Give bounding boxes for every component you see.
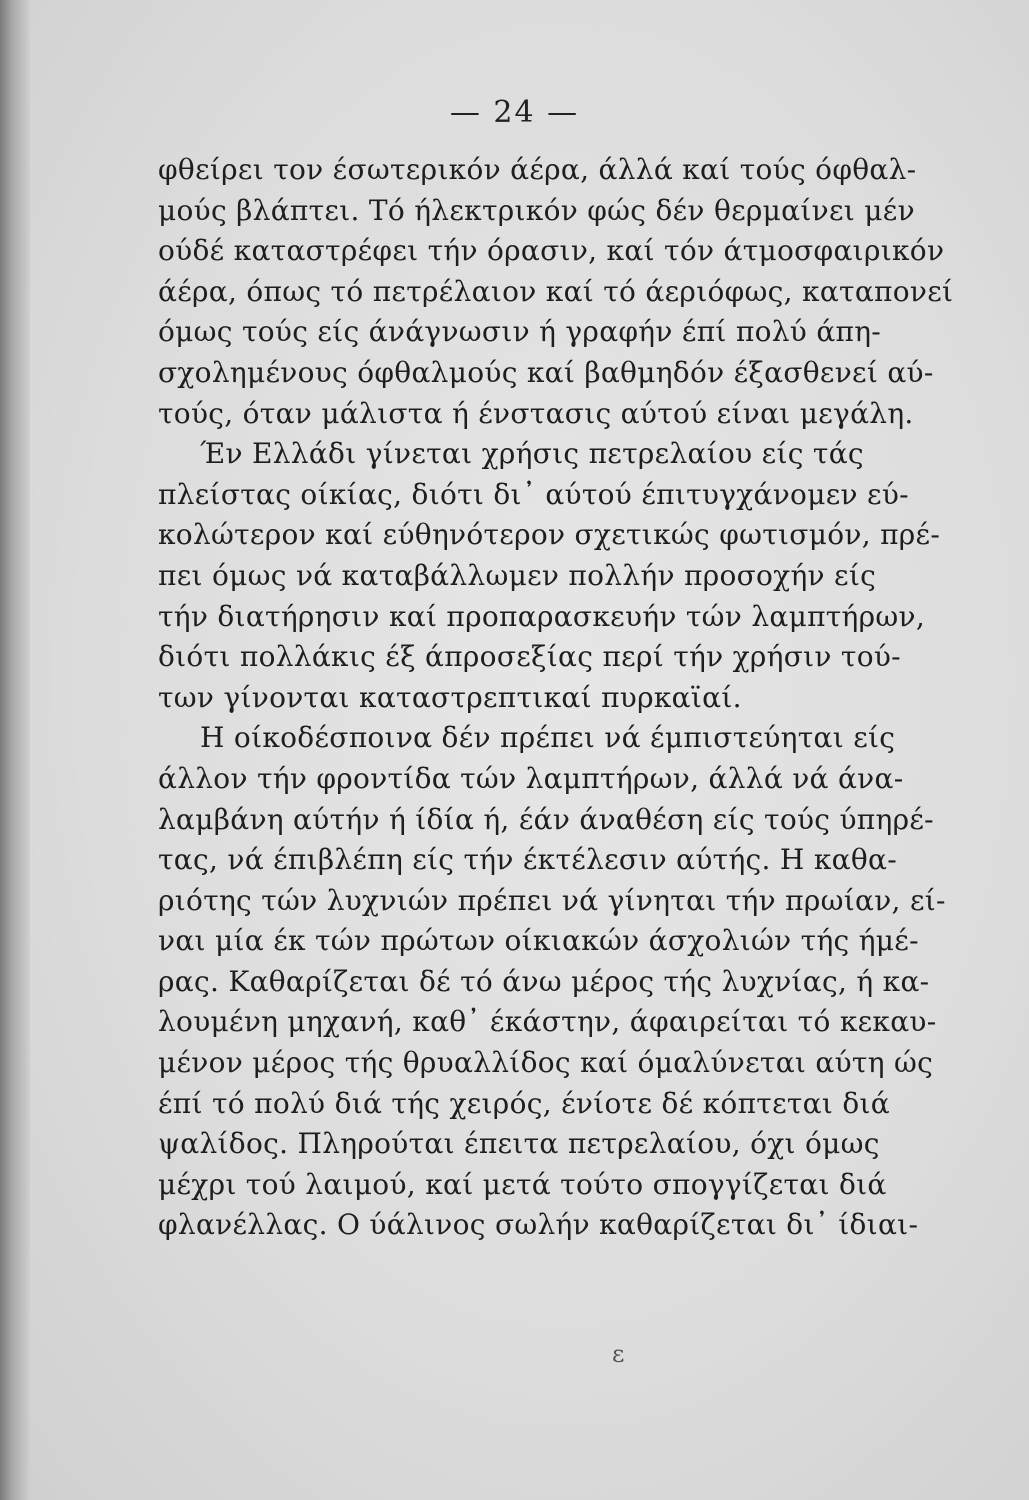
text-line: έπί τό πολύ διά τής χειρός, ένίοτε δέ κόπτεται διά bbox=[158, 1086, 891, 1120]
page-spine-shadow bbox=[0, 0, 30, 1500]
text-line: σχολημένους όφθαλμούς καί βαθμηδόν έξασθενεί αύ- bbox=[158, 355, 934, 389]
text-line: λουμένη μηχανή, καθ᾽ έκάστην, άφαιρείται τό κεκαυ- bbox=[158, 1005, 937, 1039]
page-number: — 24 — bbox=[449, 95, 580, 130]
text-line: διότι πολλάκις έξ άπροσεξίας περί τήν χρήσιν τού- bbox=[158, 640, 901, 674]
text-line: μούς βλάπτει. Τό ήλεκτρικόν φώς δέν θερμαίνει μέν bbox=[158, 193, 915, 227]
text-line: πλείστας οίκίας, διότι δι᾽ αύτού έπιτυγχάνομεν εύ- bbox=[158, 477, 909, 511]
text-line: ούδέ καταστρέφει τήν όρασιν, καί τόν άτμοσφαιρικόν bbox=[158, 234, 945, 268]
text-line: φλανέλλας. Ο ύάλινος σωλήν καθαρίζεται δι᾽ ίδιαι- bbox=[158, 1208, 919, 1242]
text-line: τούς, όταν μάλιστα ή ένστασις αύτού είναι μεγάλη. bbox=[158, 396, 914, 430]
text-line: κολώτερον καί εύθηνότερον σχετικώς φωτισμόν, πρέ- bbox=[158, 518, 941, 552]
body-text bbox=[158, 150, 954, 1246]
text-line: όμως τούς είς άνάγνωσιν ή γραφήν έπί πολύ άπη- bbox=[158, 315, 882, 349]
text-line: ψαλίδος. Πληρούται έπειτα πετρελαίου, όχι όμως bbox=[158, 1127, 880, 1161]
text-line: τας, νά έπιβλέπη είς τήν έκτέλεσιν αύτής. Η καθα- bbox=[158, 843, 897, 877]
text-line: άέρα, όπως τό πετρέλαιον καί τό άεριόφως, καταπονεί bbox=[158, 274, 954, 308]
text-line: άλλον τήν φροντίδα τών λαμπτήρων, άλλά νά άνα- bbox=[158, 761, 904, 795]
text-line: μέχρι τού λαιμού, καί μετά τούτο σπογγίζεται διά bbox=[158, 1167, 887, 1201]
footer-mark: ε bbox=[612, 1340, 625, 1368]
text-line: λαμβάνη αύτήν ή ίδία ή, έάν άναθέση είς τούς ύπηρέ- bbox=[158, 802, 934, 836]
paragraph-start-line: Έν Ελλάδι γίνεται χρήσις πετρελαίου είς τάς bbox=[200, 437, 864, 471]
text-line: φθείρει τον έσωτερικόν άέρα, άλλά καί τούς όφθαλ- bbox=[158, 153, 917, 186]
text-line: ναι μία έκ τών πρώτων οίκιακών άσχολιών τής ήμέ- bbox=[158, 924, 919, 958]
text-line: τήν διατήρησιν καί προπαρασκευήν τών λαμπτήρων, bbox=[158, 599, 926, 633]
paragraph-start-line: Η οίκοδέσποινα δέν πρέπει νά έμπιστεύηται είς bbox=[200, 721, 896, 755]
text-line: μένον μέρος τής θρυαλλίδος καί όμαλύνεται αύτη ώς bbox=[158, 1046, 934, 1080]
text-line: ριότης τών λυχνιών πρέπει νά γίνηται τήν πρωίαν, εί- bbox=[158, 883, 946, 917]
text-line: πει όμως νά καταβάλλωμεν πολλήν προσοχήν είς bbox=[158, 558, 877, 592]
text-line: ρας. Καθαρίζεται δέ τό άνω μέρος τής λυχνίας, ή κα- bbox=[158, 964, 930, 998]
text-line: των γίνονται καταστρεπτικαί πυρκαϊαί. bbox=[158, 680, 742, 714]
